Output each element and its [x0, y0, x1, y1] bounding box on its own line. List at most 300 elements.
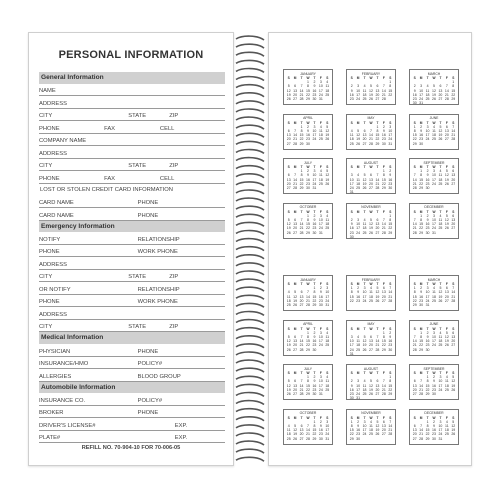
day-number: 1 — [389, 80, 392, 84]
day-number: 27 — [299, 303, 304, 308]
weekday-label: S — [287, 326, 290, 331]
day-number: 23 — [356, 432, 361, 437]
weekday-label: S — [389, 415, 392, 420]
day-number: 22 — [375, 137, 380, 142]
weekday-label: S — [389, 76, 392, 80]
day-number: 2 — [313, 213, 316, 218]
day-number: 13 — [293, 383, 298, 388]
day-number: 23 — [318, 298, 323, 303]
day-number: 26 — [438, 137, 443, 142]
weekday-label: S — [326, 371, 329, 375]
spiral-loop — [236, 44, 264, 48]
day-number: 18 — [432, 133, 436, 138]
weekday-label: T — [363, 415, 366, 420]
weekday-label: S — [326, 76, 329, 80]
day-number: 10 — [356, 222, 361, 227]
field-label: PHYSICIAN — [39, 348, 71, 355]
day-number: 9 — [426, 173, 429, 178]
day-number: 26 — [286, 347, 291, 352]
day-number: 9 — [382, 128, 385, 133]
day-number: 26 — [286, 392, 291, 397]
day-number: 23 — [388, 343, 393, 348]
spiral-loop — [236, 376, 264, 380]
day-number: 15 — [388, 383, 393, 388]
day-number: 8 — [307, 379, 309, 384]
day-number: 28 — [412, 186, 417, 191]
day-number: 6 — [452, 330, 455, 335]
day-number: 8 — [307, 84, 309, 89]
day-number: 8 — [413, 290, 416, 295]
form-field-row — [39, 295, 225, 308]
weekday-label: F — [319, 165, 322, 169]
spiral-loop — [236, 166, 264, 170]
day-number: 10 — [356, 383, 361, 388]
weekday-label: W — [369, 326, 373, 331]
day-number: 9 — [433, 423, 435, 428]
weekday-label: F — [445, 282, 448, 286]
field-label: STATE — [128, 113, 147, 120]
day-number: 4 — [445, 375, 448, 379]
day-number: 5 — [445, 169, 448, 173]
weekday-label: T — [300, 209, 303, 214]
day-number: 15 — [299, 177, 304, 182]
day-number: 31 — [419, 101, 424, 106]
day-number: 9 — [357, 290, 360, 295]
day-number: 24 — [349, 186, 354, 191]
weekday-label: T — [313, 165, 316, 169]
weekday-label: S — [350, 371, 353, 375]
day-number: 14 — [451, 290, 456, 295]
day-number: 15 — [419, 339, 424, 344]
day-grid — [410, 286, 458, 307]
weekday-label: M — [419, 165, 423, 169]
day-number: 17 — [318, 383, 323, 388]
day-number: 16 — [356, 294, 361, 299]
day-number: 17 — [318, 88, 323, 93]
day-number: 30 — [425, 186, 430, 191]
day-number: 3 — [350, 334, 353, 339]
day-number: 5 — [433, 84, 435, 89]
day-number: 31 — [325, 303, 330, 308]
day-number: 27 — [451, 343, 456, 348]
day-number: 5 — [445, 213, 448, 218]
day-number: 24 — [432, 343, 436, 348]
day-number: 22 — [306, 387, 310, 392]
day-number: 29 — [299, 186, 304, 191]
day-number: 22 — [419, 226, 424, 231]
day-grid — [347, 286, 395, 303]
day-number: 18 — [286, 432, 291, 437]
day-number: 10 — [349, 177, 354, 182]
day-number: 5 — [357, 128, 360, 133]
day-number: 30 — [349, 396, 354, 401]
field-label: PLATE# — [39, 435, 61, 442]
month-calendar — [409, 158, 459, 194]
day-number: 5 — [439, 286, 442, 290]
form-field-row — [39, 270, 225, 283]
day-number: 12 — [451, 379, 456, 384]
day-number: 29 — [412, 141, 417, 146]
day-number: 4 — [370, 286, 372, 290]
day-number: 25 — [349, 141, 354, 146]
day-number: 26 — [293, 303, 298, 308]
day-number: 31 — [388, 141, 393, 146]
month-calendar — [409, 69, 459, 105]
weekday-label: T — [363, 76, 366, 80]
day-grid — [284, 420, 332, 441]
day-number: 10 — [325, 423, 330, 428]
day-number: 19 — [451, 428, 456, 433]
day-number: 2 — [307, 169, 309, 173]
day-number: 22 — [312, 432, 317, 437]
day-number: 26 — [432, 97, 436, 102]
weekday-label: T — [363, 371, 366, 375]
day-number: 13 — [412, 428, 417, 433]
day-grid — [284, 375, 332, 396]
day-number: 11 — [362, 383, 367, 388]
day-number: 1 — [426, 375, 429, 379]
weekday-label: T — [300, 415, 303, 420]
month-calendar — [283, 320, 333, 356]
day-number: 9 — [313, 84, 316, 89]
day-number: 24 — [425, 137, 430, 142]
weekday-label: M — [419, 76, 423, 80]
day-number: 6 — [376, 217, 379, 222]
day-number: 30 — [419, 303, 424, 308]
day-number: 10 — [318, 379, 323, 384]
day-number: 10 — [362, 423, 367, 428]
day-number: 4 — [319, 124, 322, 129]
day-number: 27 — [375, 392, 380, 397]
day-number: 21 — [412, 226, 417, 231]
weekday-label: F — [319, 76, 322, 80]
form-field-row — [39, 357, 225, 370]
month-calendar — [283, 275, 333, 311]
day-number: 4 — [350, 128, 353, 133]
weekday-label: F — [382, 371, 385, 375]
day-grid — [410, 125, 458, 146]
month-name: JULY — [303, 366, 313, 371]
day-number: 21 — [299, 226, 304, 231]
day-number: 10 — [312, 128, 317, 133]
day-number: 30 — [388, 186, 393, 191]
day-number: 14 — [388, 423, 393, 428]
weekday-label: W — [432, 282, 436, 286]
day-number: 25 — [425, 97, 430, 102]
day-number: 13 — [293, 339, 298, 344]
day-number: 9 — [313, 334, 316, 339]
day-number: 17 — [356, 226, 361, 231]
field-label: BLOOD GROUP — [137, 373, 181, 380]
day-number: 20 — [438, 92, 443, 97]
day-number: 5 — [326, 169, 329, 173]
field-label: BROKER — [39, 410, 64, 417]
weekday-label: M — [293, 76, 297, 80]
day-number: 2 — [350, 217, 353, 222]
day-number: 20 — [412, 387, 417, 392]
day-number: 23 — [432, 387, 436, 392]
day-number: 9 — [420, 290, 423, 295]
day-number: 20 — [286, 181, 291, 186]
day-number: 11 — [445, 379, 449, 384]
day-number: 18 — [362, 92, 367, 97]
day-number: 19 — [438, 294, 443, 299]
weekday-label: S — [287, 415, 290, 420]
day-number: 26 — [375, 298, 380, 303]
day-number: 17 — [362, 428, 367, 433]
day-number: 21 — [451, 133, 456, 138]
day-number: 19 — [293, 432, 298, 437]
field-label: PHONE — [39, 299, 60, 306]
spiral-loop — [236, 69, 264, 73]
weekday-label: S — [350, 120, 353, 125]
day-number: 7 — [300, 379, 303, 384]
day-number: 24 — [325, 298, 330, 303]
day-number: 14 — [293, 177, 298, 182]
day-number: 27 — [293, 97, 298, 102]
weekday-label: T — [376, 326, 379, 331]
day-number: 17 — [388, 133, 393, 138]
day-number: 21 — [451, 294, 456, 299]
weekday-label: M — [293, 120, 297, 125]
spiral-loop — [236, 206, 264, 210]
day-number: 8 — [426, 423, 429, 428]
weekday-label: T — [300, 326, 303, 331]
weekday-label: S — [326, 165, 329, 169]
day-number: 29 — [381, 186, 386, 191]
day-number: 7 — [382, 379, 385, 384]
day-number: 31 — [356, 396, 361, 401]
day-number: 4 — [433, 124, 435, 129]
day-number: 6 — [287, 173, 290, 178]
day-number: 28 — [381, 230, 386, 235]
weekday-label: T — [313, 282, 316, 286]
day-number: 6 — [382, 419, 385, 424]
day-number: 9 — [420, 128, 423, 133]
day-number: 30 — [312, 230, 317, 235]
day-grid — [284, 214, 332, 235]
day-number: 3 — [433, 169, 435, 173]
form-field-row — [39, 146, 225, 159]
form-field-row — [39, 245, 225, 258]
day-number: 28 — [388, 298, 393, 303]
day-number: 24 — [318, 387, 323, 392]
day-number: 21 — [419, 387, 424, 392]
day-number: 7 — [382, 84, 385, 89]
day-number: 3 — [326, 286, 329, 290]
day-number: 30 — [318, 436, 323, 441]
day-number: 6 — [376, 84, 379, 89]
day-number: 25 — [438, 226, 443, 231]
field-label: STATE — [128, 163, 147, 170]
day-number: 29 — [419, 347, 424, 352]
day-number: 17 — [438, 428, 443, 433]
weekday-label: M — [419, 209, 423, 214]
day-number: 5 — [363, 334, 366, 339]
weekday-label: F — [445, 326, 448, 331]
day-grid — [410, 214, 458, 235]
day-number: 24 — [432, 181, 436, 186]
day-grid — [284, 80, 332, 101]
day-number: 7 — [370, 128, 372, 133]
day-number: 5 — [287, 217, 290, 222]
day-number: 17 — [425, 133, 430, 138]
day-number: 20 — [369, 181, 373, 186]
day-number: 24 — [419, 97, 424, 102]
weekday-label: T — [426, 76, 429, 80]
day-number: 30 — [312, 392, 317, 397]
form-field-row — [39, 96, 225, 109]
weekday-label: S — [287, 371, 290, 375]
day-number: 14 — [381, 88, 386, 93]
day-number: 17 — [312, 177, 317, 182]
field-label: STATE — [128, 324, 147, 331]
form-field-row — [39, 84, 225, 97]
field-label: DRIVER'S LICENSE# — [39, 422, 96, 429]
spiral-loop — [236, 433, 264, 437]
form-field-row — [39, 369, 225, 382]
day-number: 1 — [452, 80, 455, 84]
day-number: 12 — [369, 222, 373, 227]
weekday-label: M — [356, 120, 360, 125]
day-number: 23 — [425, 181, 430, 186]
day-number: 6 — [300, 423, 303, 428]
day-number: 9 — [389, 334, 392, 339]
day-number: 3 — [319, 213, 322, 218]
day-number: 28 — [388, 432, 393, 437]
day-number: 13 — [375, 383, 380, 388]
day-number: 17 — [325, 428, 330, 433]
day-number: 8 — [389, 84, 392, 89]
day-number: 8 — [389, 379, 392, 384]
weekday-label: T — [313, 209, 316, 214]
day-number: 1 — [426, 419, 429, 424]
spiral-loop — [236, 368, 264, 372]
day-number: 13 — [286, 177, 291, 182]
weekday-label: S — [389, 165, 392, 169]
spiral-loop — [236, 303, 264, 307]
weekday-label: T — [426, 371, 429, 375]
day-number: 15 — [419, 177, 424, 182]
field-label: CELL — [159, 125, 175, 132]
section-title: General Information — [41, 74, 104, 81]
month-calendar — [346, 409, 396, 445]
weekday-label: S — [452, 165, 455, 169]
day-number: 15 — [412, 133, 417, 138]
day-number: 15 — [425, 383, 430, 388]
day-number: 21 — [388, 294, 393, 299]
day-number: 6 — [452, 169, 455, 173]
month-name: APRIL — [303, 116, 313, 120]
day-number: 13 — [375, 88, 380, 93]
field-label: ZIP — [169, 163, 179, 170]
day-grid — [410, 80, 458, 106]
weekday-label: F — [319, 326, 322, 331]
day-number: 24 — [349, 347, 354, 352]
day-number: 17 — [318, 339, 323, 344]
weekday-label: W — [432, 371, 436, 375]
day-number: 19 — [444, 339, 449, 344]
day-number: 25 — [362, 97, 367, 102]
spiral-loop — [236, 336, 264, 340]
day-number: 19 — [375, 428, 380, 433]
day-number: 10 — [419, 88, 424, 93]
month-calendar — [409, 364, 459, 400]
weekday-label: T — [313, 76, 316, 80]
weekday-label: S — [413, 326, 416, 331]
day-number: 17 — [349, 181, 354, 186]
weekday-label: W — [306, 371, 310, 375]
day-number: 15 — [412, 294, 417, 299]
form-field-row — [39, 344, 225, 357]
day-number: 6 — [452, 213, 455, 218]
day-number: 25 — [286, 303, 291, 308]
day-number: 29 — [425, 436, 430, 441]
day-number: 13 — [381, 423, 386, 428]
day-number: 21 — [412, 343, 417, 348]
day-number: 14 — [381, 383, 386, 388]
month-name: FEBRUARY — [361, 71, 381, 76]
day-number: 20 — [444, 133, 449, 138]
spiral-loop — [236, 133, 264, 137]
day-number: 16 — [425, 177, 430, 182]
day-number: 11 — [325, 217, 330, 222]
day-number: 24 — [318, 343, 323, 348]
day-number: 8 — [307, 334, 309, 339]
field-label: FAX — [104, 175, 116, 182]
day-number: 24 — [362, 432, 367, 437]
day-number: 4 — [326, 330, 329, 335]
day-number: 24 — [325, 432, 330, 437]
weekday-label: F — [382, 165, 385, 169]
month-calendar — [409, 409, 459, 445]
day-number: 6 — [370, 334, 372, 339]
day-number: 4 — [363, 84, 366, 89]
weekday-label: S — [389, 209, 392, 214]
day-number: 31 — [438, 436, 443, 441]
weekday-label: W — [369, 371, 373, 375]
weekday-label: T — [426, 326, 429, 331]
day-number: 1 — [420, 213, 423, 218]
day-number: 22 — [425, 387, 430, 392]
day-number: 28 — [369, 141, 373, 146]
weekday-label: T — [426, 415, 429, 420]
day-number: 11 — [432, 290, 436, 295]
day-number: 12 — [451, 423, 456, 428]
day-number: 9 — [307, 128, 309, 133]
weekday-label: S — [413, 120, 416, 125]
day-number: 27 — [375, 97, 380, 102]
weekday-label: T — [300, 76, 303, 80]
day-number: 13 — [369, 177, 373, 182]
day-number: 7 — [376, 334, 379, 339]
day-grid — [284, 286, 332, 307]
field-label: ADDRESS — [39, 311, 68, 318]
weekday-label: S — [326, 415, 329, 420]
month-name: JUNE — [429, 116, 439, 120]
day-number: 23 — [349, 230, 354, 235]
day-number: 16 — [432, 383, 436, 388]
day-number: 13 — [451, 217, 456, 222]
weekday-label: S — [350, 209, 353, 214]
spiral-loop — [236, 93, 264, 97]
day-number: 4 — [326, 80, 329, 84]
day-number: 30 — [312, 97, 317, 102]
day-number: 27 — [293, 230, 298, 235]
day-number: 27 — [286, 141, 291, 146]
day-number: 20 — [293, 343, 298, 348]
day-number: 10 — [312, 173, 317, 178]
